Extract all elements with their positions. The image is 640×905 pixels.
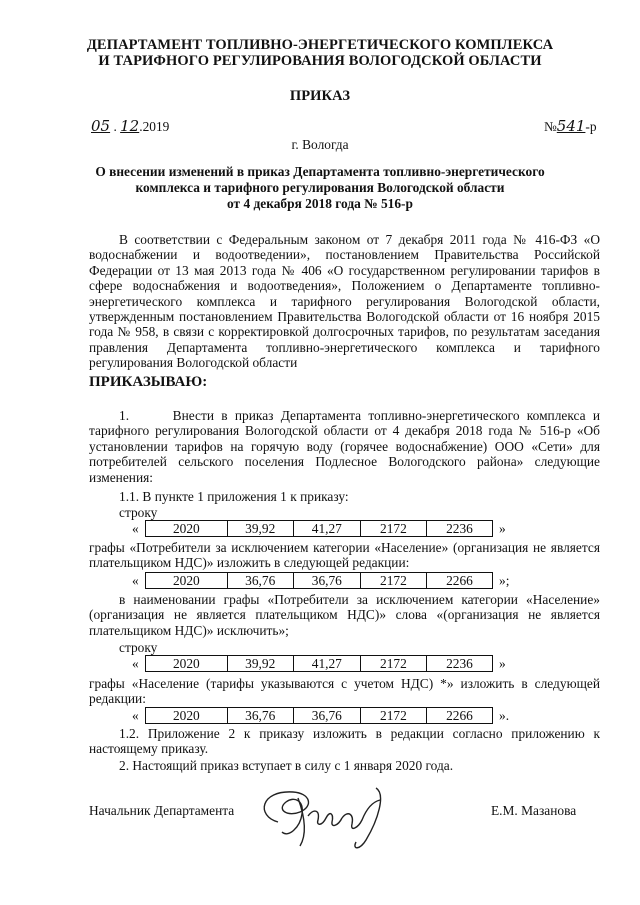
tariff-row-table	[145, 655, 493, 672]
table-row	[146, 521, 493, 537]
document-type: ПРИКАЗ	[289, 88, 351, 104]
title-line3: от 4 декабря 2018 года № 516-р	[227, 196, 413, 211]
signatory-position: Начальник Департамента	[89, 803, 235, 818]
tariff-row-table	[145, 520, 493, 537]
preamble: В соответствии с Федеральным законом от 7 декабря 2011 года № 416-ФЗ «О водоснабжении и водоотведении», постановлением Правительства Российской Федерации от 13 мая 2013 года № 406 «О государственном регулировании тарифов в сфере водоснабжения и водоотведения», Положением о Департаменте топливно-энергетического комплекса и тарифного регулирования Вологодской области, утвержденным постановлением Правительства Вологодской области от 16 ноября 2015 года № 958, в связи с корректировкой долгосрочных тарифов, по результатам заседания правления Департамента топливно-энергетического комплекса и тарифного регулирования Вологодской области	[89, 232, 600, 371]
item-1-1: 1.1. В пункте 1 приложения 1 к приказу:	[119, 489, 349, 504]
order-word: ПРИКАЗЫВАЮ:	[89, 374, 208, 390]
table-row	[146, 656, 493, 672]
title-line2: комплекса и тарифного регулирования Вологодской области	[135, 180, 505, 195]
word-line: строку	[119, 505, 158, 520]
item-1	[89, 408, 600, 485]
open-quote: «	[132, 708, 139, 723]
table-cell-value: 2236	[426, 656, 492, 672]
table-cell-year: 2020	[146, 573, 228, 589]
table-cell-year: 2020	[146, 656, 228, 672]
close-quote: »	[499, 521, 506, 536]
item-1-text: Внести в приказ Департамента топливно-энергетического комплекса и тарифного регулирования Вологодской области от 4 декабря 2018 года № 516-р «Об установлении тарифов на горячую воду (горячее водоснабжение) ООО «Сети» для потребителей сельского поселения Подлесное Вологодского района» следующие изменения:	[89, 408, 600, 485]
close-quote: »	[499, 656, 506, 671]
table-cell-value: 2266	[426, 708, 492, 724]
text-b: графы «Потребители за исключением категории «Население» (организация не является плательщиком НДС)» изложить в следующей редакции:	[89, 540, 600, 571]
handwritten-number: 541	[556, 117, 586, 135]
tariff-row-table	[145, 572, 493, 589]
city: г. Вологда	[291, 137, 349, 152]
table-cell-value: 41,27	[293, 521, 360, 537]
open-quote: «	[132, 656, 139, 671]
item-1-number: 1.	[119, 408, 130, 423]
table-cell-value: 2172	[360, 656, 426, 672]
open-quote: «	[132, 573, 139, 588]
document-number	[544, 119, 597, 135]
table-cell-value: 36,76	[227, 708, 293, 724]
handwritten-signature	[248, 780, 413, 855]
table-cell-year: 2020	[146, 521, 228, 537]
number-suffix: -р	[585, 119, 597, 134]
close-quote: ».	[499, 708, 510, 723]
date-year: .2019	[139, 119, 170, 134]
table-cell-value: 2172	[360, 573, 426, 589]
text-c: в наименовании графы «Потребители за исключением категории «Население» (организация не является плательщиком НДС)» слова «(организация не является плательщиком НДС)» исключить»;	[89, 592, 600, 638]
word-line-2: строку	[119, 640, 158, 655]
close-quote: »;	[499, 573, 510, 588]
table-cell-value: 2236	[426, 521, 492, 537]
handwritten-month: 12	[120, 117, 140, 135]
department-name-line2: И ТАРИФНОГО РЕГУЛИРОВАНИЯ ВОЛОГОДСКОЙ ОБЛАСТИ	[98, 53, 542, 69]
table-cell-value: 36,76	[227, 573, 293, 589]
title-line1: О внесении изменений в приказ Департамента топливно-энергетического	[95, 164, 545, 179]
table-cell-value: 2172	[360, 521, 426, 537]
handwritten-day: 05	[91, 117, 111, 135]
table-cell-value: 36,76	[293, 708, 360, 724]
signatory-name: Е.М. Мазанова	[491, 803, 577, 818]
text-d: графы «Население (тарифы указываются с учетом НДС) *» изложить в следующей редакции:	[89, 676, 600, 707]
item-2: 2. Настоящий приказ вступает в силу с 1 января 2020 года.	[119, 758, 454, 773]
table-cell-value: 36,76	[293, 573, 360, 589]
department-name-line1: ДЕПАРТАМЕНТ ТОПЛИВНО-ЭНЕРГЕТИЧЕСКОГО КОМПЛЕКСА	[86, 37, 554, 53]
table-cell-value: 2172	[360, 708, 426, 724]
number-sign: №	[544, 119, 557, 134]
item-1-2: 1.2. Приложение 2 к приказу изложить в редакции согласно приложению к настоящему приказу.	[89, 726, 600, 757]
table-cell-value: 41,27	[293, 656, 360, 672]
table-row	[146, 573, 493, 589]
open-quote: «	[132, 521, 139, 536]
table-cell-value: 2266	[426, 573, 492, 589]
tariff-row-table	[145, 707, 493, 724]
table-cell-value: 39,92	[227, 656, 293, 672]
table-cell-value: 39,92	[227, 521, 293, 537]
table-row	[146, 708, 493, 724]
document-date: 05 . 12.2019	[91, 117, 170, 135]
table-cell-year: 2020	[146, 708, 228, 724]
